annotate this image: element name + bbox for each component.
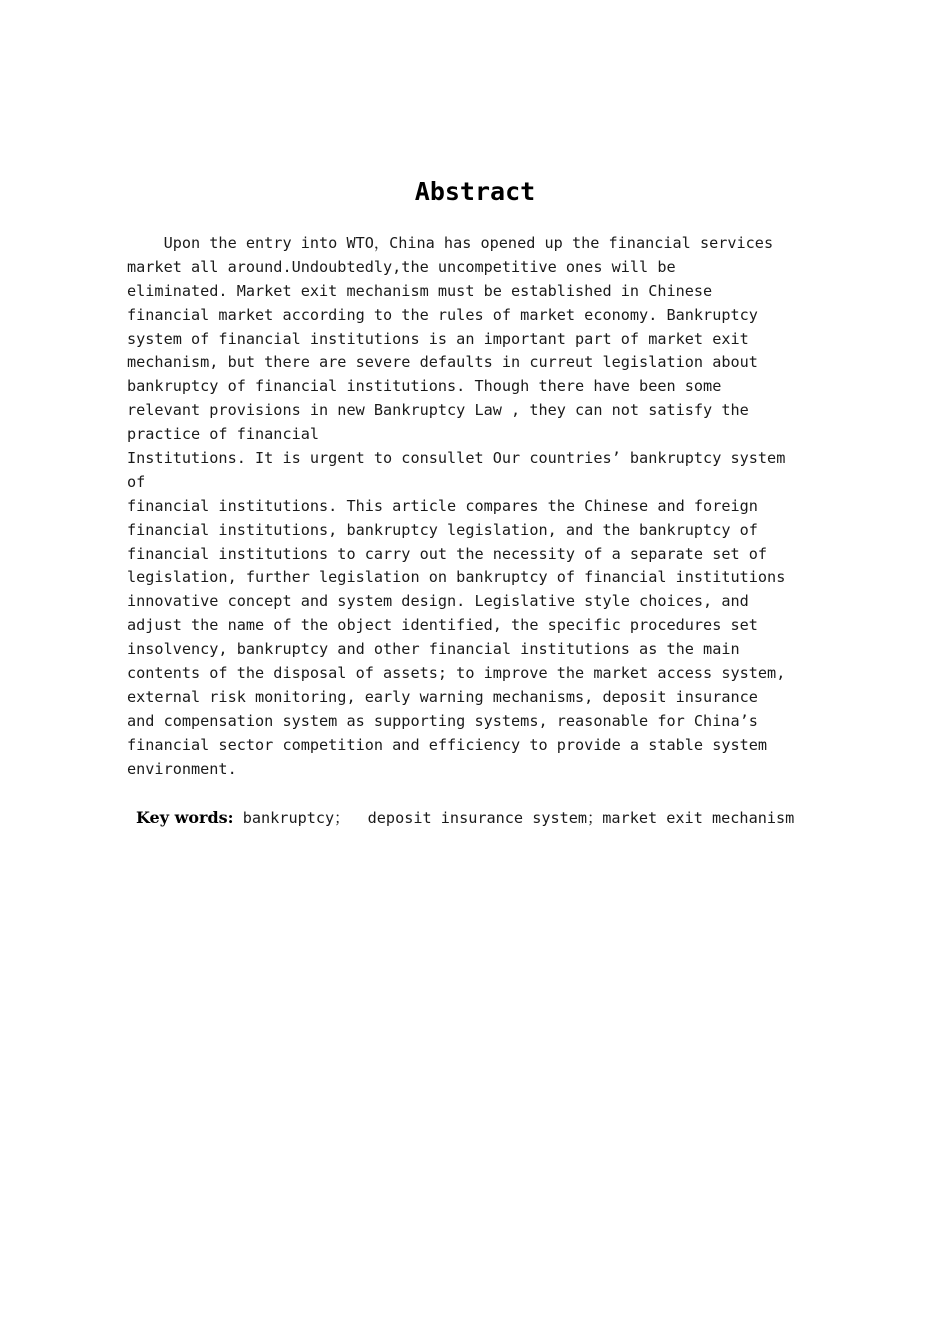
keywords-line (136, 806, 794, 830)
abstract-line: mechanism, but there are severe defaults in curreut legislation about (127, 353, 758, 372)
abstract-line: financial sector competition and efficiency to provide a stable system (127, 735, 768, 754)
abstract-line: adjust the name of the object identified, the specific procedures set (127, 616, 758, 635)
abstract-line: financial market according to the rules of market economy. Bankruptcy (127, 305, 758, 324)
abstract-line: environment. (127, 759, 237, 778)
abstract-line: Upon the entry into WTO，China has opened up the financial services (127, 234, 774, 252)
abstract-line: insolvency, bankruptcy and other financial institutions as the main (127, 640, 740, 659)
abstract-line: contents of the disposal of assets; to improve the market access system, (127, 664, 786, 683)
abstract-title: Abstract (414, 177, 536, 206)
abstract-line: practice of financial (127, 425, 320, 444)
abstract-line: external risk monitoring, early warning mechanisms, deposit insurance (127, 687, 758, 706)
abstract-line: financial institutions to carry out the necessity of a separate set of (127, 544, 768, 563)
abstract-line: relevant provisions in new Bankruptcy Law , they can not satisfy the (127, 401, 749, 420)
abstract-line: and compensation system as supporting systems, reasonable for China’s (127, 711, 758, 730)
abstract-line: innovative concept and system design. Legislative style choices, and (127, 592, 749, 611)
abstract-line: system of financial institutions is an important part of market exit (127, 329, 749, 348)
abstract-line: bankruptcy of financial institutions. Though there have been some (127, 377, 722, 396)
abstract-line: Institutions. It is urgent to consullet Our countries’ bankruptcy system (127, 449, 786, 468)
abstract-line: eliminated. Market exit mechanism must be established in Chinese (127, 281, 713, 300)
abstract-line: financial institutions. This article compares the Chinese and foreign (127, 496, 758, 515)
abstract-line: legislation, further legislation on bankruptcy of financial institutions (127, 568, 786, 587)
abstract-line: of (127, 472, 146, 491)
abstract-body (127, 232, 827, 781)
abstract-line: market all around.Undoubtedly,the uncompetitive ones will be (127, 257, 676, 276)
keywords-label: Key words: (136, 808, 234, 827)
keywords-text: bankruptcy； deposit insurance system；market exit mechanism (233, 809, 795, 827)
abstract-line: financial institutions, bankruptcy legislation, and the bankruptcy of (127, 520, 758, 539)
